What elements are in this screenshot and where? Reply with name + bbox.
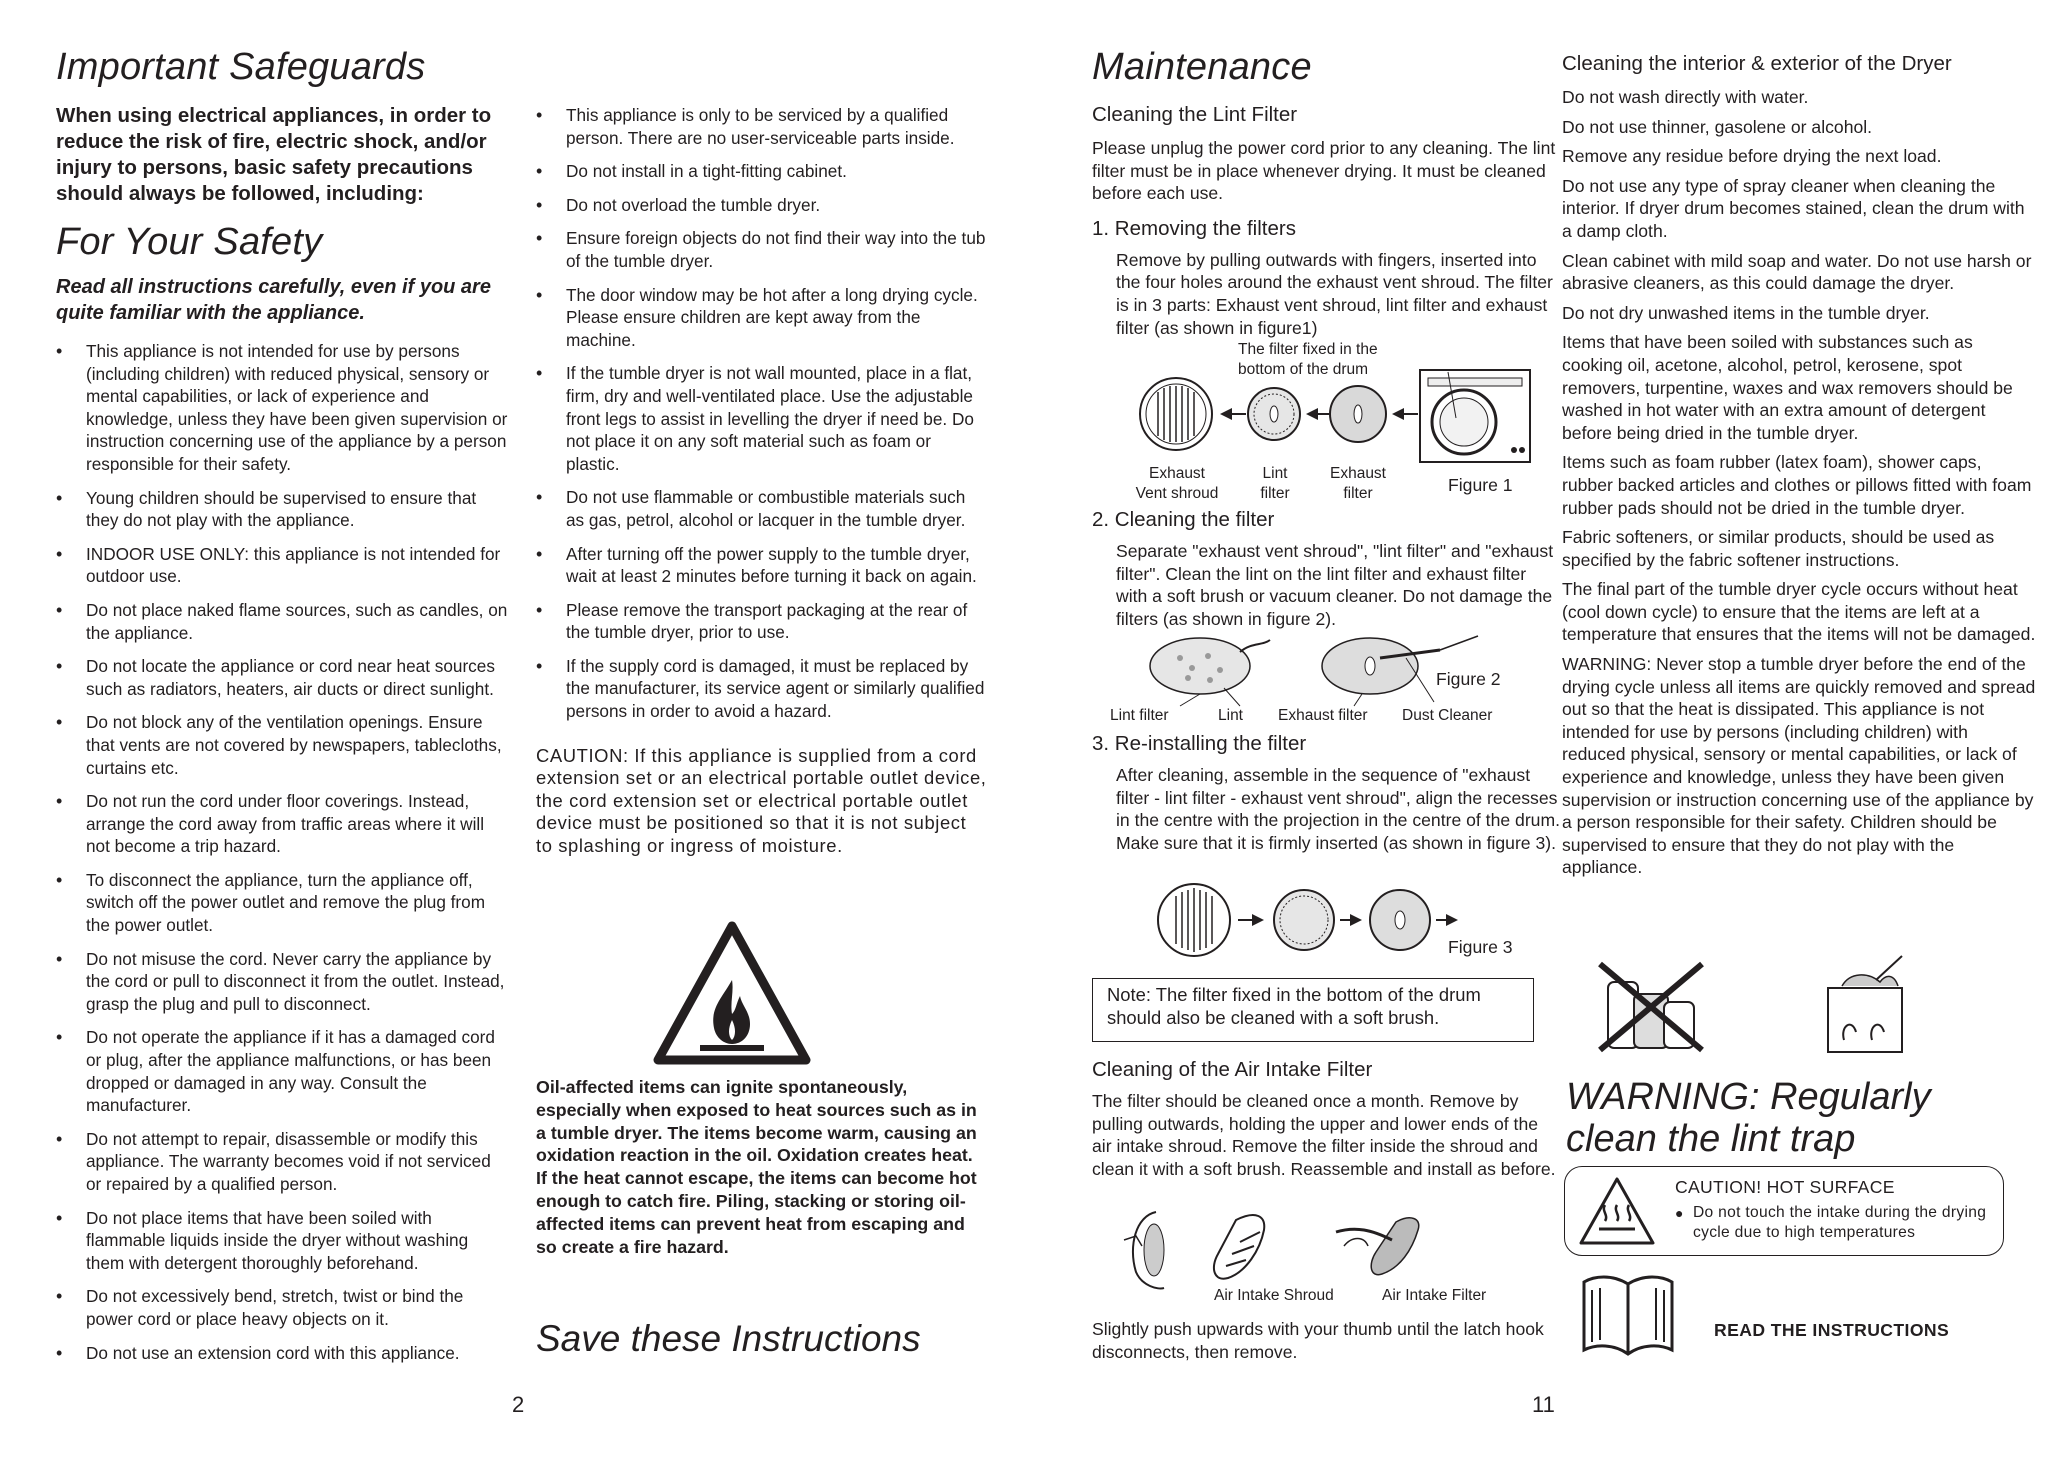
fig1-label-exhaust-1: Exhaust (1329, 465, 1386, 482)
page-number-right: 11 (1532, 1392, 1555, 1417)
safety-bullet-item: • Ensure foreign objects do not find their way into the tub of the tumble dryer. (536, 227, 988, 272)
safety-bullet-item: • This appliance is not intended for use by persons (including children) with reduced physical, sensory or mental capabilities, or lack of experience and knowledge, unless they have been given supervision or instruction concerning use of the appliance by a person responsible for their safety. (56, 340, 508, 476)
read-instructions-book-icon (1578, 1272, 1678, 1364)
step3-text: After cleaning, assemble in the sequence of "exhaust filter - lint filter - exhaust vent shroud", align the recesses in the centre with the projection in the centre of the drum. Make sure that it is firmly inserted (as shown in figure 3). (1116, 765, 1561, 853)
step2-block (1092, 508, 1562, 630)
interior-paragraph: Clean cabinet with mild soap and water. Do not use harsh or abrasive cleaners, as this could damage the dryer. (1562, 250, 2032, 294)
air-intake-illustration (1106, 1206, 1526, 1292)
warning-clean-lint-trap: WARNING: Regularly clean the lint trap (1566, 1076, 1931, 1160)
left-column-1 (56, 46, 508, 1375)
air-intake-text: The filter should be cleaned once a month. Remove by pulling outwards, holding the upper and lower ends of the air intake shroud. Remove the filter inside the shroud and clean it with a soft brush. Reassemble and install as before. (1092, 1091, 1556, 1179)
read-instructions-label: READ THE INSTRUCTIONS (1714, 1320, 1950, 1340)
fig1-label-shroud-2: Vent shroud (1135, 485, 1219, 502)
safety-bullet-item: • Do not place items that have been soiled with flammable liquids inside the dryer without washing them with detergent thoroughly beforehand. (56, 1207, 508, 1275)
important-safeguards-title: Important Safeguards (56, 46, 426, 88)
fig2-label-exhaust-filter: Exhaust filter (1278, 707, 1368, 724)
lint-filter-heading: Cleaning the Lint Filter (1092, 103, 1298, 126)
step1-text: Remove by pulling outwards with fingers, inserted into the four holes around the exhaust vent shroud. The filter is in 3 parts: Exhaust vent shroud, lint filter and exhaust filter (as shown in figure1) (1116, 249, 1553, 338)
hot-surface-bullet: ● (1675, 1205, 1684, 1221)
safeguards-intro: When using electrical appliances, in order to reduce the risk of fire, electric shock, and/or injury to persons, basic safety precautions should always be followed, including: (56, 104, 492, 205)
safety-bullet-item: • Do not overload the tumble dryer. (536, 194, 988, 217)
no-spray-cleaner-icon (1594, 958, 1714, 1056)
safety-bullet-list-1 (56, 340, 508, 1364)
left-column-2 (536, 104, 988, 858)
interior-paragraph: The final part of the tumble dryer cycle occurs without heat (cool down cycle) to ensure that the items are left at a temperature that ensures that the items will not be damaged. (1562, 579, 2036, 645)
hot-surface-icon (1577, 1175, 1657, 1247)
fig3-caption: Figure 3 (1448, 937, 1513, 957)
fig1-callout-line2: bottom of the drum (1238, 361, 1369, 378)
fig2-label-dust-cleaner: Dust Cleaner (1402, 707, 1493, 724)
safety-bullet-item: • Young children should be supervised to ensure that they do not play with the appliance. (56, 487, 508, 532)
safety-intro: Read all instructions carefully, even if you are quite familiar with the appliance. (56, 276, 491, 324)
interior-paragraph: Remove any residue before drying the next load. (1562, 146, 1942, 167)
fig1-label-lint-2: filter (1260, 485, 1290, 502)
fig2-label-lint-filter: Lint filter (1110, 707, 1169, 724)
fig1-label-shroud-1: Exhaust (1148, 465, 1205, 482)
step2-text: Separate "exhaust vent shroud", "lint filter" and "exhaust filter". Clean the lint on the lint filter and exhaust filter with a soft brush or vacuum cleaner. Do not damage the filters (as shown in figure 2). (1116, 541, 1554, 629)
safety-bullet-item: • INDOOR USE ONLY: this appliance is not intended for outdoor use. (56, 543, 508, 588)
note-box: Note: The filter fixed in the bottom of the drum should also be cleaned with a soft brush. (1092, 978, 1534, 1042)
interior-paragraph: Do not wash directly with water. (1562, 87, 1809, 107)
interior-paragraph: Do not use thinner, gasolene or alcohol. (1562, 116, 1873, 137)
fig1-caption: Figure 1 (1448, 475, 1513, 495)
maintenance-title: Maintenance (1092, 46, 1312, 88)
safety-bullet-item: • Do not attempt to repair, disassemble or modify this appliance. The warranty becomes void if not serviced or repaired by a qualified person. (56, 1128, 508, 1196)
safety-bullet-item: • Do not use flammable or combustible materials such as gas, petrol, alcohol or lacquer in the tumble dryer. (536, 486, 988, 531)
fig4-label-filter: Air Intake Filter (1382, 1287, 1487, 1304)
safety-bullet-item: • If the supply cord is damaged, it must be replaced by the manufacturer, its service agent or similarly qualified persons in order to avoid a hazard. (536, 655, 988, 723)
interior-paragraphs (1562, 86, 2036, 879)
caution-extension-cord: CAUTION: If this appliance is supplied from a cord extension set or an electrical portable outlet device, the cord extension set or electrical portable outlet device must be positioned so that it is not subject to splashing or ingress of moisture. (536, 744, 987, 857)
hot-surface-title: CAUTION! HOT SURFACE (1675, 1177, 1895, 1197)
right-column-2 (1562, 52, 2036, 886)
interior-paragraph: Items such as foam rubber (latex foam), shower caps, rubber backed articles and clothes or pillows fitted with foam rubber pads should not be dried in the tumble dryer. (1562, 452, 2032, 518)
safety-bullet-item: • The door window may be hot after a long drying cycle. Please ensure children are kept away from the machine. (536, 284, 988, 352)
step2-heading: 2. Cleaning the filter (1092, 508, 1275, 531)
hot-surface-text: Do not touch the intake during the drying cycle due to high temperatures (1693, 1204, 1987, 1241)
interior-paragraph: Do not dry unwashed items in the tumble dryer. (1562, 302, 1930, 323)
oil-affected-warning: Oil-affected items can ignite spontaneously, especially when exposed to heat sources such as in a tumble dryer. The items become warm, causing an oxidation reaction in the oil. Oxidation creates heat. If the heat cannot escape, the items can become hot enough to catch fire. Piling, stacking or storing oil-affected items can prevent heat from escaping and so create a fire hazard. (536, 1077, 977, 1257)
safety-bullet-item: • Do not operate the appliance if it has a damaged cord or plug, after the appliance malfunctions, or has been dropped or damaged in any way. Consult the manufacturer. (56, 1026, 508, 1116)
right-column-1 (1092, 46, 1562, 339)
air-intake-text-2: Slightly push upwards with your thumb until the latch hook disconnects, then remove. (1092, 1319, 1544, 1362)
page-number-left: 2 (512, 1392, 525, 1417)
flammable-warning-icon (652, 920, 812, 1066)
safety-bullet-item: • After turning off the power supply to the tumble dryer, wait at least 2 minutes before turning it back on again. (536, 543, 988, 588)
for-your-safety-title: For Your Safety (56, 221, 323, 263)
save-instructions-title: Save these Instructions (536, 1318, 921, 1359)
fig1-label-lint-1: Lint (1262, 465, 1288, 482)
filter-cleaning-illustration (1140, 628, 1500, 708)
fig2-label-lint: Lint (1218, 707, 1243, 724)
lint-filter-intro: Please unplug the power cord prior to any cleaning. The lint filter must be in place whenever drying. It must be cleaned before each use. (1092, 138, 1556, 204)
safety-bullet-item: • This appliance is only to be serviced by a qualified person. There are no user-serviceable parts inside. (536, 104, 988, 149)
fig2-caption: Figure 2 (1436, 669, 1501, 689)
filter-reinstall-illustration (1154, 876, 1464, 966)
fig4-label-shroud: Air Intake Shroud (1214, 1287, 1334, 1304)
fig1-label-exhaust-2: filter (1343, 485, 1373, 502)
air-intake-heading: Cleaning of the Air Intake Filter (1092, 1058, 1373, 1081)
safety-bullet-item: • Please remove the transport packaging at the rear of the tumble dryer, prior to use. (536, 599, 988, 644)
soap-and-water-icon (1816, 952, 1916, 1056)
interior-paragraph: WARNING: Never stop a tumble dryer before the end of the drying cycle unless all items are quickly removed and spread out so that the heat is dissipated. This appliance is not intended for use by persons (including children) with reduced physical, sensory or mental capabilities, or lack of experience and knowledge, unless they have been given supervision or instruction concerning use of the appliance by a person responsible for their safety. Children should be supervised to ensure that they do not play with the appliance. (1562, 654, 2036, 878)
step3-heading: 3. Re-installing the filter (1092, 732, 1307, 755)
interior-exterior-heading: Cleaning the interior & exterior of the Dryer (1562, 52, 1952, 75)
safety-bullet-item: • Do not use an extension cord with this appliance. (56, 1342, 508, 1365)
safety-bullet-item: • If the tumble dryer is not wall mounted, place in a flat, firm, dry and well-ventilated place. Use the adjustable front legs to assist in levelling the dryer if need be. Do not place it on any soft material such as foam or plastic. (536, 362, 988, 475)
safety-bullet-item: • Do not place naked flame sources, such as candles, on the appliance. (56, 599, 508, 644)
safety-bullet-list-2 (536, 104, 988, 723)
safety-bullet-item: • Do not locate the appliance or cord near heat sources such as radiators, heaters, air ducts or direct sunlight. (56, 655, 508, 700)
step1-heading: 1. Removing the filters (1092, 216, 1296, 240)
air-intake-block (1092, 1058, 1562, 1180)
interior-paragraph: Items that have been soiled with substances such as cooking oil, acetone, alcohol, petrol, kerosene, spot removers, turpentine, waxes and wax removers should be washed in hot water with an extra amount of detergent before being dried in the tumble dryer. (1562, 332, 2013, 443)
interior-paragraph: Do not use any type of spray cleaner when cleaning the interior. If dryer drum becomes stained, clean the drum with a damp cloth. (1562, 175, 2025, 241)
step3-block (1092, 732, 1562, 854)
filter-parts-illustration (1128, 362, 1548, 472)
safety-bullet-item: • Do not misuse the cord. Never carry the appliance by the cord or pull to disconnect it from the outlet. Instead, grasp the plug and pull to disconnect. (56, 948, 508, 1016)
safety-bullet-item: • Do not run the cord under floor coverings. Instead, arrange the cord away from traffic areas where it will not become a trip hazard. (56, 790, 508, 858)
fig1-callout-line1: The filter fixed in the (1238, 341, 1378, 358)
safety-bullet-item: • To disconnect the appliance, turn the appliance off, switch off the power outlet and remove the plug from the power outlet. (56, 869, 508, 937)
interior-paragraph: Fabric softeners, or similar products, should be used as specified by the fabric softener instructions. (1562, 527, 1995, 570)
safety-bullet-item: • Do not install in a tight-fitting cabinet. (536, 160, 988, 183)
hot-surface-caution-box (1564, 1166, 2004, 1256)
safety-bullet-item: • Do not excessively bend, stretch, twist or bind the power cord or place heavy objects on it. (56, 1285, 508, 1330)
safety-bullet-item: • Do not block any of the ventilation openings. Ensure that vents are not covered by newspapers, tablecloths, curtains etc. (56, 711, 508, 779)
right-page (1028, 0, 2056, 1459)
